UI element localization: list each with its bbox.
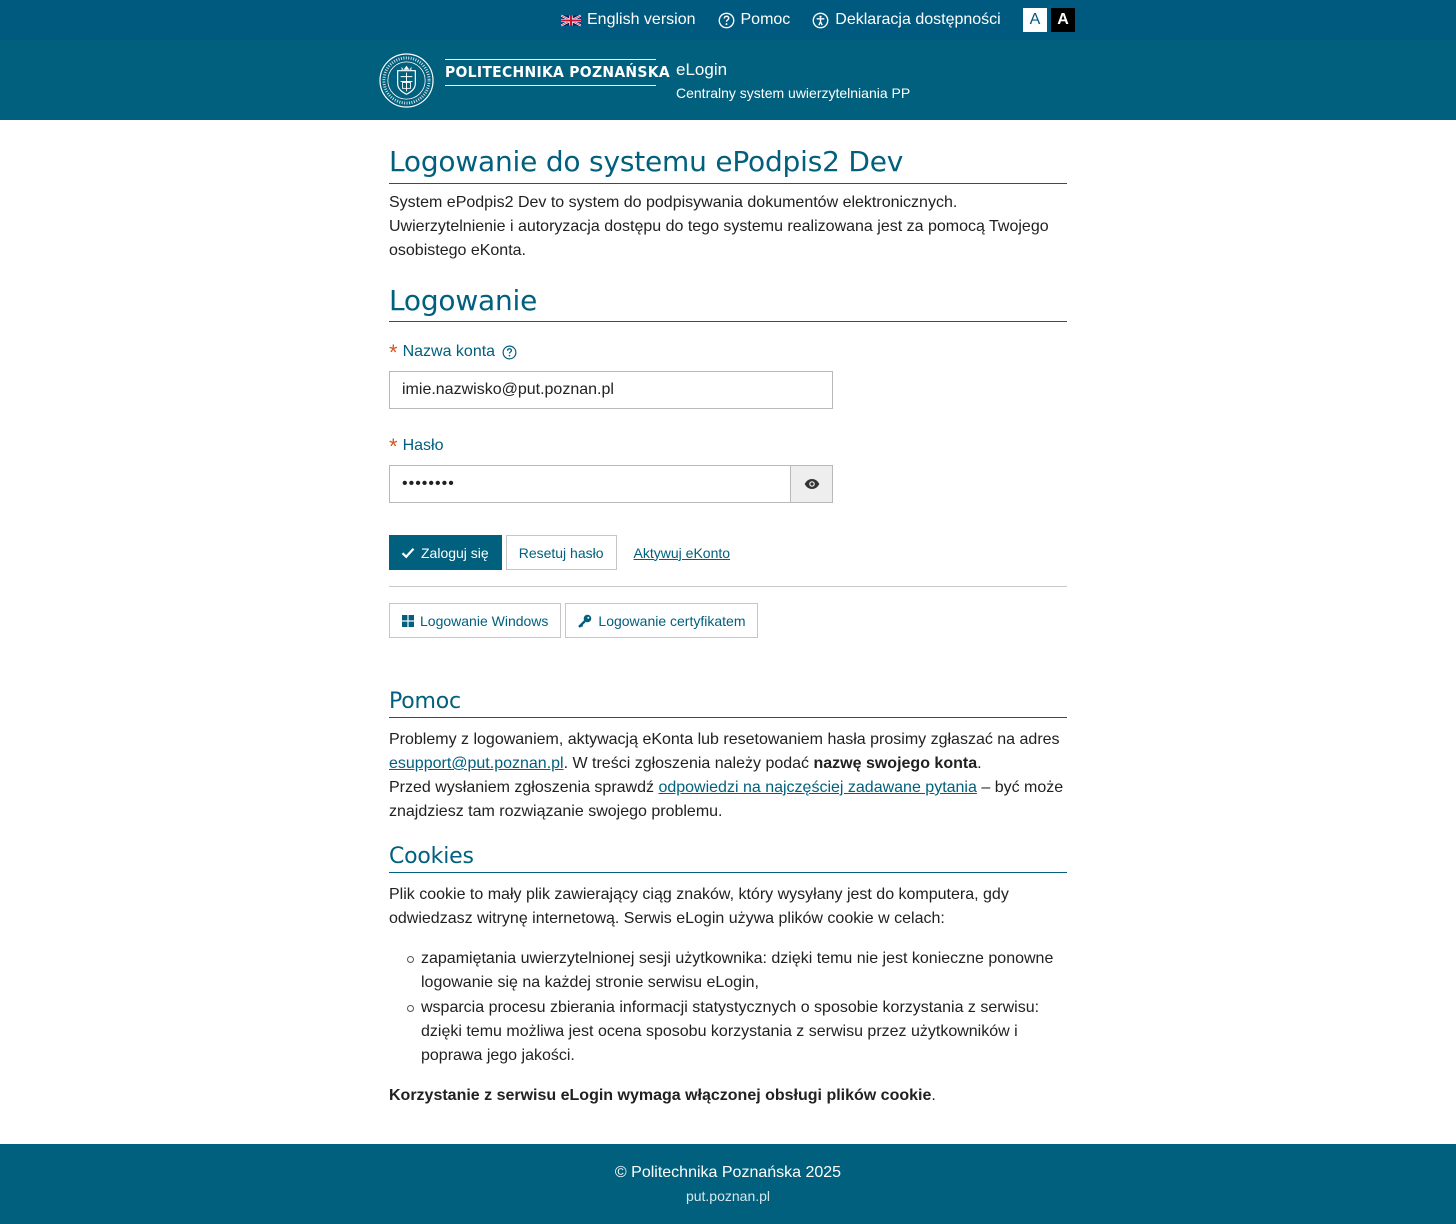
help-circle-icon[interactable] [502, 345, 517, 360]
help-link[interactable] [718, 11, 791, 29]
english-version-label: English version [587, 11, 696, 28]
app-subtitle: Centralny system uwierzytelniania PP [676, 85, 911, 101]
cookies-requirement-end: . [931, 1087, 936, 1104]
login-button-label: Zaloguj się [421, 544, 489, 561]
english-version-link[interactable] [561, 11, 696, 29]
intro-text [389, 191, 1067, 263]
intro-line-2: Uwierzytelnienie i autoryzacja dostępu do tego systemu realizowana jest za pomocą Twojego osobistego eKonta. [389, 218, 1049, 259]
windows-login-button[interactable] [389, 603, 561, 638]
alternative-logins [389, 603, 762, 638]
cookies-heading: Cookies [389, 842, 1067, 873]
university-name-text: POLITECHNIKA POZNAŃSKA [445, 63, 670, 81]
page-title: Logowanie do systemu ePodpis2 Dev [389, 144, 1067, 184]
university-site-link[interactable]: put.poznan.pl [685, 1188, 771, 1204]
password-input[interactable]: •••••••• [389, 465, 791, 503]
help-text-2: . W treści zgłoszenia należy podać [563, 755, 810, 772]
app-title: eLogin [676, 60, 728, 79]
top-links [561, 0, 1023, 40]
password-field-group [389, 465, 833, 503]
show-password-button[interactable] [791, 465, 833, 503]
help-heading: Pomoc [389, 687, 1067, 718]
accessibility-label: Deklaracja dostępności [835, 11, 1001, 28]
password-label-text: Hasło [402, 437, 444, 454]
help-text-4: – być może znajdziesz tam rozwiązanie swojego problemu. [389, 779, 1064, 820]
help-text-bold: nazwę swojego konta [813, 755, 978, 772]
account-name-label [389, 339, 517, 365]
uk-flag-icon [561, 14, 581, 27]
windows-icon [402, 615, 414, 627]
top-utility-bar [0, 0, 1456, 40]
key-icon [578, 614, 592, 628]
contrast-switcher [1023, 8, 1075, 32]
activate-account-link[interactable]: Aktywuj eKonto [633, 544, 731, 561]
account-name-label-text: Nazwa konta [402, 343, 496, 360]
support-email-link[interactable]: esupport@put.poznan.pl [389, 755, 564, 772]
copyright: © Politechnika Poznańska 2025 [614, 1164, 842, 1181]
login-button[interactable] [389, 535, 502, 570]
certificate-login-button[interactable] [565, 603, 758, 638]
question-circle-icon [718, 12, 735, 29]
help-text-1: Problemy z logowaniem, aktywacją eKonta lub resetowaniem hasła prosimy zgłaszać na adres [389, 731, 1060, 748]
eye-icon [804, 478, 820, 490]
required-marker: * [389, 434, 398, 459]
account-name-input[interactable]: imie.nazwisko@put.poznan.pl [389, 371, 833, 409]
university-seal-icon[interactable] [379, 53, 434, 108]
help-text [389, 728, 1067, 824]
cookies-requirement-bold: Korzystanie z serwisu eLogin wymaga włączonej obsługi plików cookie [389, 1087, 932, 1104]
reset-password-button[interactable]: Resetuj hasło [506, 535, 617, 570]
cookies-purposes-list [389, 947, 1067, 1069]
divider [389, 586, 1067, 587]
accessibility-icon [812, 12, 829, 29]
contrast-high-button[interactable]: A [1051, 8, 1075, 32]
site-footer [0, 1144, 1456, 1224]
required-marker: * [389, 340, 398, 365]
list-item: zapamiętania uwierzytelnionej sesji użytkownika: dzięki temu nie jest konieczne ponowne logowanie się na każdej stronie serwisu eLogin, [389, 947, 1067, 995]
password-label [389, 433, 443, 459]
contrast-normal-button[interactable]: A [1023, 8, 1047, 32]
certificate-login-label: Logowanie certyfikatem [598, 612, 746, 629]
help-label: Pomoc [740, 11, 791, 28]
help-text-3: Przed wysłaniem zgłoszenia sprawdź [389, 779, 654, 796]
cookies-intro: Plik cookie to mały plik zawierający ciąg znaków, który wysyłany jest do komputera, gdy odwiedzasz witrynę internetową. Serwis eLogin używa plików cookie w celach: [389, 886, 1009, 927]
windows-login-label: Logowanie Windows [420, 612, 549, 629]
list-item: wsparcia procesu zbierania informacji statystycznych o sposobie korzystania z serwisu: dzięki temu możliwa jest ocena sposobu korzystania z serwisu przez użytkowników i poprawa jego jakości. [389, 996, 1067, 1068]
cookies-requirement [389, 1084, 936, 1108]
faq-link[interactable]: odpowiedzi na najczęściej zadawane pytania [658, 779, 977, 796]
login-actions [389, 535, 730, 570]
accessibility-link[interactable] [812, 11, 1000, 29]
check-icon [401, 547, 415, 559]
intro-line-1: System ePodpis2 Dev to system do podpisywania dokumentów elektronicznych. [389, 194, 958, 211]
site-header [0, 40, 1456, 120]
help-text-end: . [977, 755, 982, 772]
login-heading: Logowanie [389, 283, 1067, 322]
